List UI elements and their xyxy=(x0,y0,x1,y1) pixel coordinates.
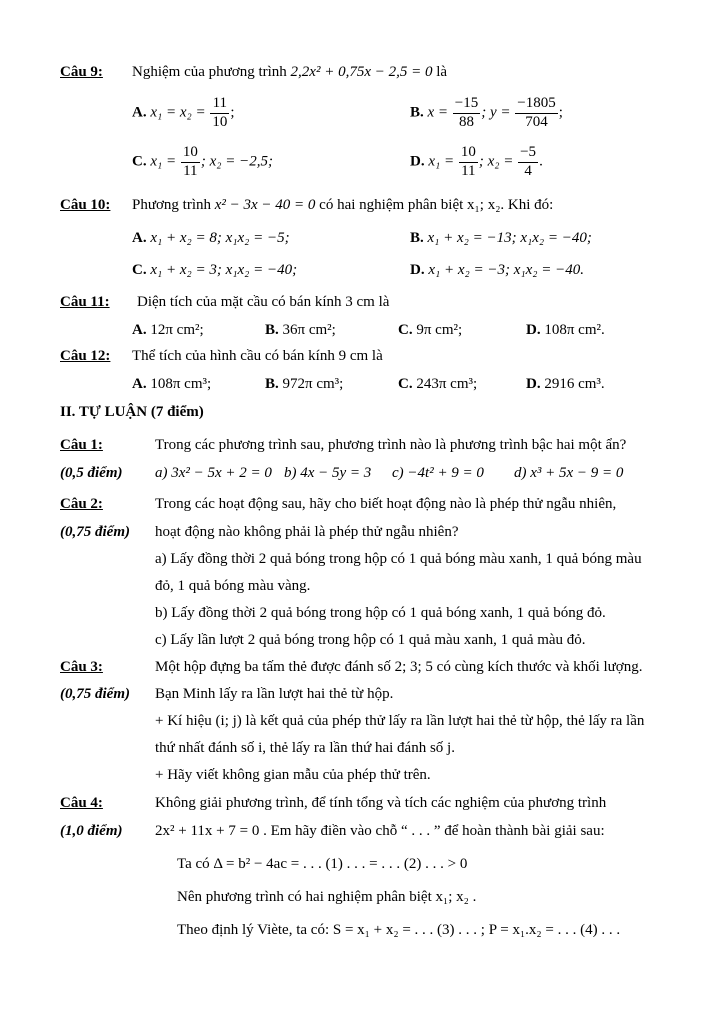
section-title: II. TỰ LUẬN (7 điểm) xyxy=(60,404,204,420)
essay4-line: 2x² + 11x + 7 = 0 . Em hãy điền vào chỗ “ . . . ” để hoàn thành bài giải sau: xyxy=(155,823,605,839)
essay2-line: Trong các hoạt động sau, hãy cho biết hoạt động nào là phép thử ngẫu nhiên, xyxy=(155,496,617,512)
q11-prompt: Diện tích của mặt cầu có bán kính 3 cm là xyxy=(137,294,390,310)
essay2-line: c) Lấy lần lượt 2 quả bóng trong hộp có 1 quả màu xanh, 1 quả màu đỏ. xyxy=(155,632,586,648)
q11-option-b: B. 36π cm²; xyxy=(265,322,336,338)
q10-option-a: A. x₁ + x₂ = 8; x₁x₂ = −5; xyxy=(132,230,290,246)
q9-label: Câu 9: xyxy=(60,64,103,80)
essay4-points: (1,0 điểm) xyxy=(60,823,123,839)
essay1-label: Câu 1: xyxy=(60,437,103,453)
essay4-line: Nên phương trình có hai nghiệm phân biệt x₁; x₂ . xyxy=(177,889,477,905)
essay1-item-d: d) x³ + 5x − 9 = 0 xyxy=(514,465,624,481)
essay3-points: (0,75 điểm) xyxy=(60,686,130,702)
q11-label: Câu 11: xyxy=(60,294,110,310)
essay3-line: thứ nhất đánh số i, thẻ lấy ra lần thứ hai đánh số j. xyxy=(155,740,455,756)
q9-option-a: A. x₁ = x₂ = $\frac{11}{10}$ ; xyxy=(132,95,235,130)
q11-option-a: A. 12π cm²; xyxy=(132,322,204,338)
q10-label: Câu 10: xyxy=(60,197,111,213)
essay3-line: + Hãy viết không gian mẫu của phép thử trên. xyxy=(155,767,431,783)
q11-option-c: C. 9π cm²; xyxy=(398,322,463,338)
q10-prompt: Phương trình x² − 3x − 40 = 0 có hai nghiệm phân biệt x₁; x₂. Khi đó: xyxy=(132,197,554,213)
q12-option-d: D. 2916 cm³. xyxy=(526,376,605,392)
essay3-line: Một hộp đựng ba tấm thẻ được đánh số 2; 3; 5 có cùng kích thước và khối lượng. xyxy=(155,659,643,675)
essay1-item-a: a) 3x² − 5x + 2 = 0 xyxy=(155,465,272,481)
q9-equation: 2,2x² + 0,75x − 2,5 = 0 xyxy=(290,64,433,80)
essay1-points: (0,5 điểm) xyxy=(60,465,123,481)
q9-option-d: D. x₁ = $\frac{10}{11}$ ; x₂ = $\frac{-5}{4}$ . xyxy=(410,144,543,179)
q12-prompt: Thể tích của hình cầu có bán kính 9 cm là xyxy=(132,348,383,364)
essay1-item-b: b) 4x − 5y = 3 xyxy=(284,465,372,481)
essay4-label: Câu 4: xyxy=(60,795,103,811)
essay4-line: Theo định lý Viète, ta có: S = x₁ + x₂ = . . . (3) . . . ; P = x₁.x₂ = . . . (4) . . . xyxy=(177,922,621,938)
essay2-line: b) Lấy đồng thời 2 quả bóng trong hộp có 1 quả bóng xanh, 1 quả bóng đỏ. xyxy=(155,605,606,621)
essay1-prompt: Trong các phương trình sau, phương trình nào là phương trình bậc hai một ẩn? xyxy=(155,437,627,453)
essay2-label: Câu 2: xyxy=(60,496,103,512)
q10-option-d: D. x₁ + x₂ = −3; x₁x₂ = −40. xyxy=(410,262,584,278)
q10-option-c: C. x₁ + x₂ = 3; x₁x₂ = −40; xyxy=(132,262,298,278)
essay3-line: + Kí hiệu (i; j) là kết quả của phép thử lấy ra lần lượt hai thẻ từ hộp, thẻ lấy ra lần xyxy=(155,713,645,729)
q12-option-a: A. 108π cm³; xyxy=(132,376,212,392)
essay3-label: Câu 3: xyxy=(60,659,103,675)
q12-option-c: C. 243π cm³; xyxy=(398,376,478,392)
essay1-item-c: c) −4t² + 9 = 0 xyxy=(392,465,484,481)
q10-option-b: B. x₁ + x₂ = −13; x₁x₂ = −40; xyxy=(410,230,592,246)
essay2-line: a) Lấy đồng thời 2 quả bóng trong hộp có 1 quả bóng màu xanh, 1 quả bóng màu xyxy=(155,551,642,567)
essay4-line: Không giải phương trình, để tính tổng và tích các nghiệm của phương trình xyxy=(155,795,607,811)
q9-prompt: Nghiệm của phương trình 2,2x² + 0,75x − 2,5 = 0 là xyxy=(132,64,448,80)
q12-label: Câu 12: xyxy=(60,348,111,364)
q11-option-d: D. 108π cm². xyxy=(526,322,605,338)
essay2-line: đỏ, 1 quả bóng màu vàng. xyxy=(155,578,311,594)
essay3-line: Bạn Minh lấy ra lần lượt hai thẻ từ hộp. xyxy=(155,686,394,702)
essay2-line: hoạt động nào không phải là phép thử ngẫu nhiên? xyxy=(155,524,459,540)
essay2-points: (0,75 điểm) xyxy=(60,524,130,540)
q9-option-c: C. x₁ = $\frac{10}{11}$ ; x₂ = −2,5; xyxy=(132,144,273,179)
q12-option-b: B. 972π cm³; xyxy=(265,376,344,392)
essay4-line: Ta có Δ = b² − 4ac = . . . (1) . . . = . . . (2) . . . > 0 xyxy=(177,856,468,872)
q9-option-b: B. x = $\frac{-15}{88}$ ; y = $\frac{-1805}{704}$ ; xyxy=(410,95,563,130)
q10-equation: x² − 3x − 40 = 0 xyxy=(214,197,316,213)
